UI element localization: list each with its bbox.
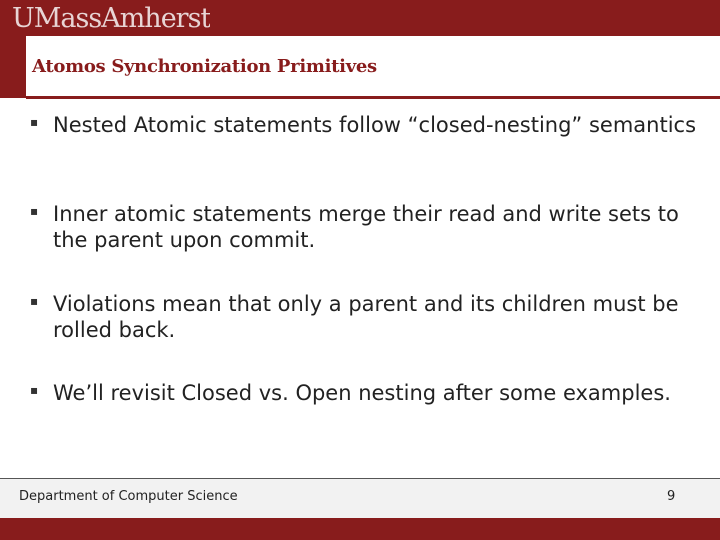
title-accent-stripe [0, 36, 26, 98]
umass-logo: UMassAmherst [12, 4, 211, 34]
footer-divider [0, 478, 720, 479]
title-underline [26, 96, 720, 99]
bullet-item [30, 380, 700, 406]
square-bullet-icon [30, 206, 38, 214]
square-bullet-icon [30, 117, 38, 125]
bullet-text: Nested Atomic statements follow “closed-nesting” semantics [53, 113, 697, 137]
square-bullet-icon [30, 296, 38, 304]
page-number: 9 [667, 489, 676, 504]
bullet-item [30, 201, 700, 253]
footer-department: Department of Computer Science [19, 489, 238, 504]
bullet-text: Inner atomic statements merge their read and write sets to the parent upon commit. [53, 202, 679, 252]
bullet-text: We’ll revisit Closed vs. Open nesting after some examples. [53, 381, 671, 405]
slide-title: Atomos Synchronization Primitives [32, 56, 377, 77]
footer-bar [0, 518, 720, 540]
bullet-item [30, 112, 700, 138]
bullet-text: Violations mean that only a parent and its children must be rolled back. [53, 292, 679, 342]
bullet-item [30, 291, 700, 343]
square-bullet-icon [30, 385, 38, 393]
